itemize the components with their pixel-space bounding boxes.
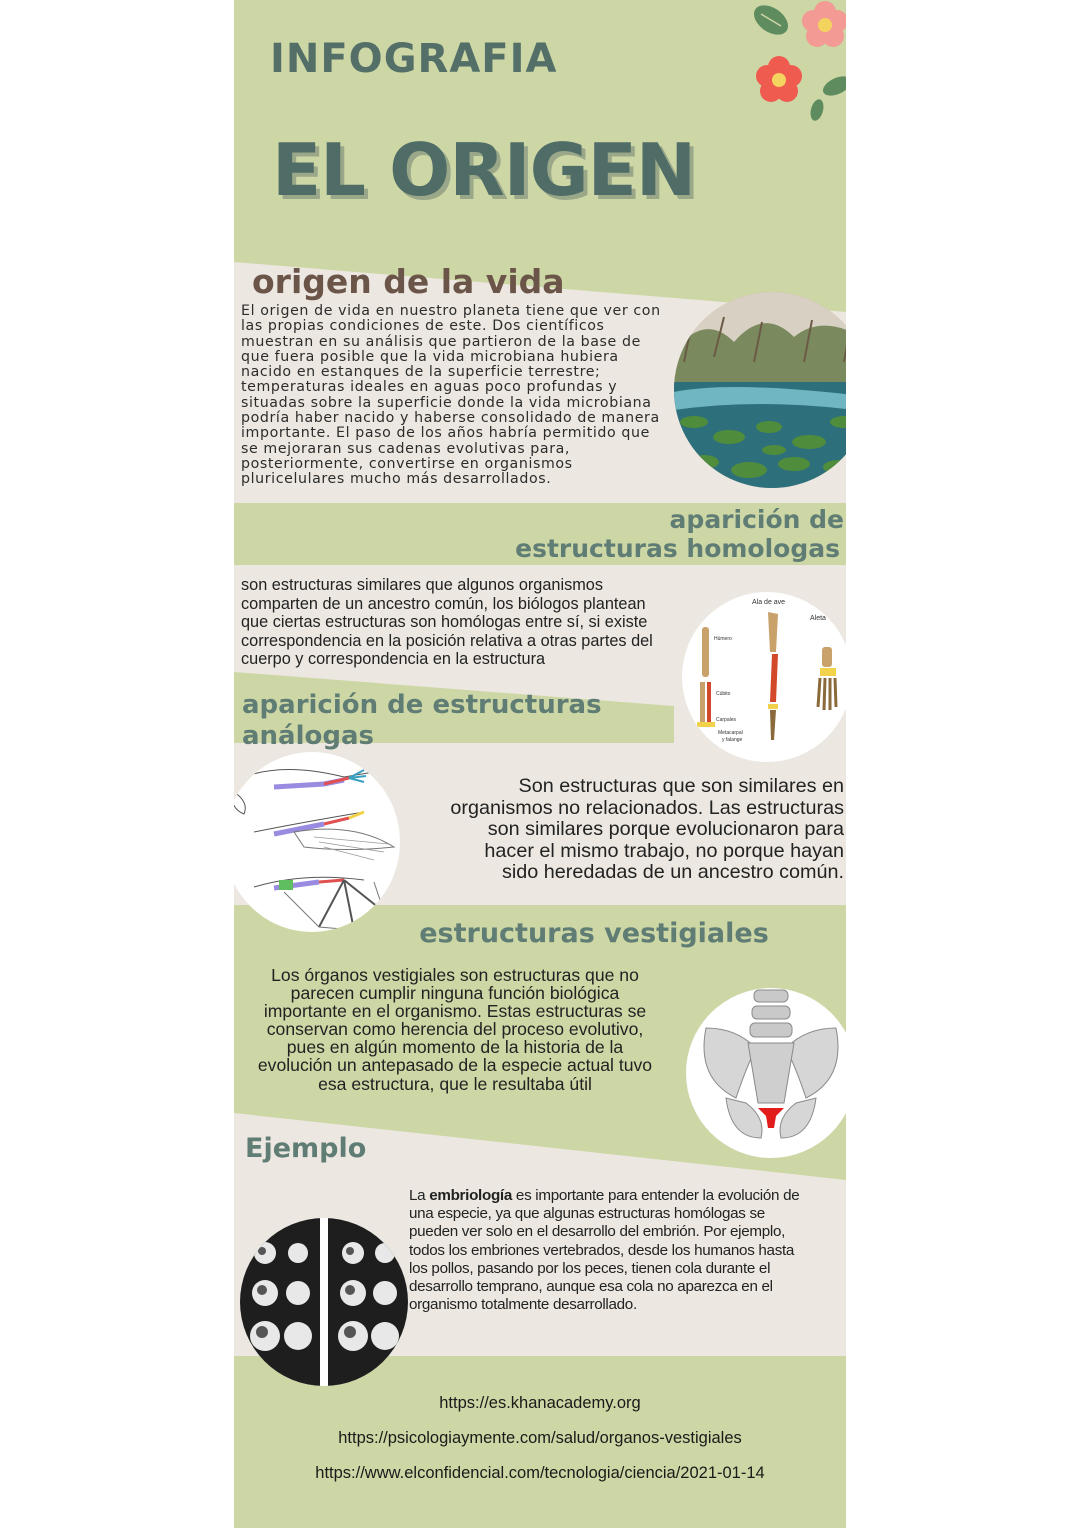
text-line: cuerpo y correspondencia en la estructura — [241, 650, 546, 668]
homologas-text — [241, 576, 701, 669]
text-line: se mejoraran sus cadenas evolutivas para, — [241, 440, 571, 457]
section-title-ejemplo: Ejemplo — [245, 1133, 367, 1164]
ejemplo-text — [409, 1187, 846, 1314]
section-title-origen-vida: origen de la vida — [252, 262, 565, 301]
homologous-limbs-figure — [682, 592, 846, 762]
text-line: posteriormente, convertirse en organismos — [241, 455, 573, 472]
text-line: hacer el mismo trabajo, no porque hayan — [484, 839, 844, 862]
label-aleta: Aleta — [810, 615, 826, 622]
bold-term: embriología — [429, 1187, 512, 1204]
text-line: una especie, ya que algunas estructuras homólogas se — [409, 1205, 765, 1223]
text-line: muestran en su análisis que partieron de la base de — [241, 333, 641, 350]
text-line: situadas sobre la superficie donde la vida microbiana — [241, 394, 652, 411]
reference-link[interactable]: https://psicologiaymente.com/salud/organos-vestigiales — [338, 1429, 742, 1447]
text-line: esa estructura, que le resultaba útil — [318, 1073, 592, 1094]
text-line: correspondencia en la posición relativa a otras partes del — [241, 631, 653, 650]
text-line-first — [409, 1187, 846, 1205]
text-line: son similares porque evolucionaron para — [487, 818, 844, 841]
fin-bones — [818, 647, 836, 710]
text-line: que fuera posible que la vida microbiana hubiera — [241, 348, 619, 365]
pelvis-coccyx-figure — [686, 988, 846, 1158]
reference-link[interactable]: https://www.elconfidencial.com/tecnologia/ciencia/2021-01-14 — [315, 1464, 765, 1482]
label-cubito: Cúbito — [716, 691, 731, 697]
text-line: organismos no relacionados. Las estructuras — [450, 796, 844, 819]
text-line: Son estructuras que son similares en — [518, 775, 844, 797]
flower-decoration-icon — [739, 0, 846, 130]
text-line: organismo totalmente desarrollado. — [409, 1296, 637, 1314]
text-line: sido heredadas de un ancestro común. — [502, 861, 844, 884]
text-line: parecen cumplir ninguna función biológica — [290, 983, 620, 1004]
section-title-analogas-line2: análogas — [242, 721, 375, 751]
vestigiales-text — [234, 966, 676, 1093]
label-ala: Ala de ave — [752, 599, 786, 606]
text-line: las propias condiciones de este. Dos científicos — [241, 318, 605, 335]
text-line: desarrollo temprano, aunque esa cola no aparezca en el — [409, 1278, 773, 1296]
origen-vida-text — [241, 304, 681, 488]
text-line: importante en el organismo. Estas estructuras se — [263, 1001, 647, 1022]
text-line: que ciertas estructuras son homólogas entre sí, si existe — [241, 613, 648, 631]
label-carpales: Carpales — [716, 717, 737, 723]
section-title-homologas-line1: aparición de — [669, 505, 844, 534]
label-humero: Húmero — [714, 636, 732, 642]
text-line: pluricelulares mucho más desarrollados. — [241, 471, 552, 488]
text-line: El origen de vida en nuestro planeta tiene que ver con — [241, 303, 661, 319]
text-line: todos los embriones vertebrados, desde los humanos hasta — [409, 1241, 795, 1259]
page-title: EL ORIGEN — [272, 128, 696, 212]
section-title-homologas-line2: estructuras homologas — [515, 534, 840, 563]
text-line: podría haber nacido y haberse consolidado de manera — [241, 410, 660, 427]
text-line: comparten de un ancestro común, los biólogos plantean — [241, 594, 646, 613]
analogas-text — [404, 776, 844, 884]
text-line: son estructuras similares que algunos organismos — [241, 576, 603, 594]
infographic-sheet — [234, 0, 846, 1528]
text-prefix: La — [409, 1187, 430, 1204]
bird-wing-bones — [768, 612, 778, 740]
text-line: Los órganos vestigiales son estructuras que no — [271, 965, 639, 985]
text-suffix: es importante para entender la evolución de — [512, 1187, 800, 1204]
text-line: temperaturas ideales en aguas poco profundas y — [241, 379, 618, 396]
section-title-analogas-line1: aparición de estructuras — [242, 690, 602, 720]
text-line: nacido en estanques de la superficie terrestre; — [241, 364, 601, 381]
text-line: pueden ver solo en el desarrollo del embrión. Por ejemplo, — [409, 1223, 786, 1241]
text-line: los pollos, pasando por los peces, tienen cola durante el — [409, 1259, 771, 1277]
reference-link[interactable]: https://es.khanacademy.org — [439, 1394, 641, 1412]
section-title-vestigiales: estructuras vestigiales — [419, 918, 769, 949]
embryo-photo — [240, 1218, 408, 1386]
text-line: importante. El paso de los años habría permitido que — [241, 425, 650, 442]
text-line: pues en algún momento de la historia de la — [286, 1037, 624, 1058]
label-falange: y falange — [722, 737, 743, 743]
infografia-label: INFOGRAFIA — [270, 36, 558, 82]
label-metacarpal: Metacarpal — [718, 730, 743, 736]
text-line: evolución un antepasado de la especie actual tuvo — [257, 1055, 653, 1076]
text-line: conservan como herencia del proceso evolutivo, — [266, 1019, 644, 1040]
